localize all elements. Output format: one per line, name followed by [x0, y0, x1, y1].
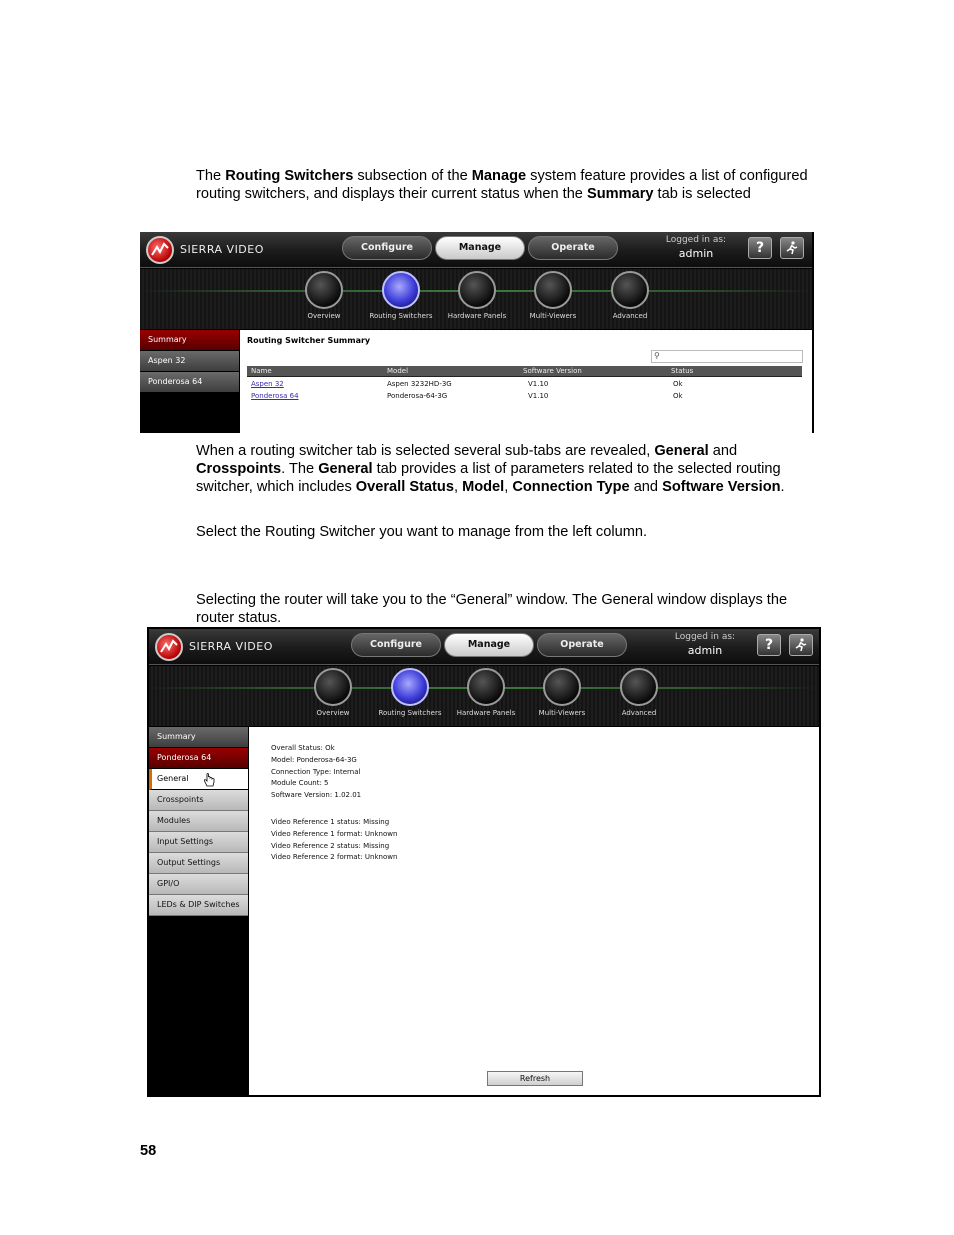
page-number: 58 [140, 1143, 157, 1159]
sidebar-item-summary[interactable]: Summary [140, 330, 239, 351]
text-run: tab provides a list of parameters related to the selected routing switcher, which includes [196, 461, 781, 495]
routing-switchers-nav[interactable]: Routing Switchers [372, 668, 448, 717]
subtab-general[interactable]: General [149, 769, 248, 790]
subtab-gpio[interactable]: GPI/O [149, 874, 248, 895]
subtab-output-settings[interactable]: Output Settings [149, 853, 248, 874]
version-cell: V1.10 [528, 380, 549, 388]
subtab-input-settings[interactable]: Input Settings [149, 832, 248, 853]
subtab-leds-dip-switches[interactable]: LEDs & DIP Switches [149, 895, 248, 916]
routing-switchers-icon [382, 271, 420, 309]
configure-button[interactable]: Configure [342, 236, 432, 260]
manage-button[interactable]: Manage [444, 633, 534, 657]
search-icon: ⚲ [654, 351, 660, 360]
username: admin [687, 644, 723, 657]
bold-term: Software Version [662, 479, 781, 495]
status-cell: Ok [673, 392, 683, 400]
text-run: . The [281, 461, 319, 477]
bold-term: Overall Status [355, 479, 454, 495]
table-header [247, 366, 802, 377]
overview-nav[interactable]: Overview [295, 668, 371, 717]
username: admin [678, 247, 714, 260]
summary-screenshot [140, 232, 814, 433]
sidebar [149, 727, 248, 1095]
video-ref-2-format: Video Reference 2 format: Unknown [271, 853, 398, 861]
sierra-logo-icon [146, 236, 174, 264]
brand-name: SIERRA VIDEO [180, 243, 264, 256]
logged-in-label: Logged in as: [665, 235, 727, 245]
column-header-version[interactable]: Software Version [523, 367, 582, 375]
advanced-icon [620, 668, 658, 706]
overview-nav[interactable]: Overview [286, 271, 362, 320]
hardware-panels-nav[interactable]: Hardware Panels [439, 271, 515, 320]
video-ref-1-status: Video Reference 1 status: Missing [271, 818, 390, 826]
hardware-panels-icon [458, 271, 496, 309]
model-value: Model: Ponderosa-64-3G [271, 756, 357, 764]
general-panel [249, 727, 819, 1095]
logout-button[interactable] [780, 237, 804, 259]
sidebar-item-ponderosa-64[interactable]: Ponderosa 64 [149, 748, 248, 769]
operate-button[interactable]: Operate [537, 633, 627, 657]
logged-in-info [656, 235, 736, 260]
text-run: . [780, 479, 785, 495]
column-header-name[interactable]: Name [251, 367, 272, 375]
hardware-panels-nav[interactable]: Hardware Panels [448, 668, 524, 717]
software-version: Software Version: 1.02.01 [271, 791, 362, 799]
text-run: When a routing switcher tab is selected several sub-tabs are revealed, [196, 443, 655, 459]
hand-cursor-icon [203, 773, 215, 788]
text-run: system feature provides a list of configured routing switchers, and displays their current status when the [196, 168, 808, 202]
router-link[interactable]: Ponderosa 64 [251, 392, 299, 400]
sidebar-item-ponderosa-64[interactable]: Ponderosa 64 [140, 372, 239, 393]
multi-viewers-nav[interactable]: Multi-Viewers [524, 668, 600, 717]
logged-in-info [665, 632, 745, 657]
multi-viewers-nav[interactable]: Multi-Viewers [515, 271, 591, 320]
subtab-modules[interactable]: Modules [149, 811, 248, 832]
bold-term: Manage [471, 168, 527, 184]
routing-switchers-icon [391, 668, 429, 706]
sidebar [140, 330, 239, 433]
connection-type: Connection Type: Internal [271, 768, 361, 776]
logged-in-label: Logged in as: [674, 632, 736, 642]
video-ref-2-status: Video Reference 2 status: Missing [271, 842, 390, 850]
bold-term: General [654, 443, 709, 459]
text-run: The [196, 168, 226, 184]
multi-viewers-icon [534, 271, 572, 309]
video-ref-1-format: Video Reference 1 format: Unknown [271, 830, 398, 838]
refresh-button[interactable]: Refresh [487, 1071, 583, 1086]
version-cell: V1.10 [528, 392, 549, 400]
sidebar-item-aspen-32[interactable]: Aspen 32 [140, 351, 239, 372]
text-run: tab is selected [653, 186, 751, 202]
overview-icon [314, 668, 352, 706]
bold-term: Crosspoints [196, 461, 282, 477]
help-button[interactable] [748, 237, 772, 259]
sierra-logo-icon [155, 633, 183, 661]
advanced-icon [611, 271, 649, 309]
routing-switchers-nav[interactable]: Routing Switchers [363, 271, 439, 320]
subtab-crosspoints[interactable]: Crosspoints [149, 790, 248, 811]
bold-term: Connection Type [512, 479, 630, 495]
text-run: and [708, 443, 738, 459]
feature-icon-band [140, 269, 812, 329]
help-button[interactable] [757, 634, 781, 656]
column-header-status[interactable]: Status [671, 367, 694, 375]
select-paragraph [196, 523, 814, 541]
logout-button[interactable] [789, 634, 813, 656]
text-run: Selecting the router will take you to the “General” window. The General window displays the router status. [196, 592, 788, 626]
bold-term: General [318, 461, 373, 477]
sidebar-item-summary[interactable]: Summary [149, 727, 248, 748]
brand-name: SIERRA VIDEO [189, 640, 273, 653]
overall-status: Overall Status: Ok [271, 744, 335, 752]
column-header-model[interactable]: Model [387, 367, 409, 375]
manage-button[interactable]: Manage [435, 236, 525, 260]
text-run: subsection of the [353, 168, 472, 184]
advanced-nav[interactable]: Advanced [592, 271, 668, 320]
advanced-nav[interactable]: Advanced [601, 668, 677, 717]
table-row [247, 380, 802, 391]
exit-icon [794, 638, 808, 652]
table-row [247, 392, 802, 403]
router-link[interactable]: Aspen 32 [251, 380, 284, 388]
model-cell: Ponderosa-64-3G [387, 392, 448, 400]
text-run: , [504, 479, 513, 495]
bold-term: Routing Switchers [225, 168, 354, 184]
text-run: and [629, 479, 663, 495]
bold-term: Model [462, 479, 505, 495]
operate-button[interactable]: Operate [528, 236, 618, 260]
intro-paragraph [196, 167, 814, 203]
multi-viewers-icon [543, 668, 581, 706]
subtabs-paragraph [196, 442, 814, 496]
top-bar [140, 232, 812, 268]
module-count: Module Count: 5 [271, 779, 329, 787]
hardware-panels-icon [467, 668, 505, 706]
model-cell: Aspen 3232HD-3G [387, 380, 452, 388]
overview-icon [305, 271, 343, 309]
feature-icon-band [149, 666, 819, 726]
bold-term: Summary [586, 186, 654, 202]
search-input[interactable] [651, 350, 803, 363]
help-icon: ? [764, 637, 774, 653]
text-run: , [453, 479, 463, 495]
panel-title: Routing Switcher Summary [247, 336, 371, 345]
help-icon: ? [755, 240, 765, 256]
configure-button[interactable]: Configure [351, 633, 441, 657]
general-paragraph [196, 591, 814, 627]
general-screenshot [147, 627, 821, 1097]
text-run: Select the Routing Switcher you want to manage from the left column. [196, 524, 648, 540]
summary-panel [240, 330, 812, 433]
top-bar [149, 629, 819, 665]
exit-icon [785, 241, 799, 255]
status-cell: Ok [673, 380, 683, 388]
